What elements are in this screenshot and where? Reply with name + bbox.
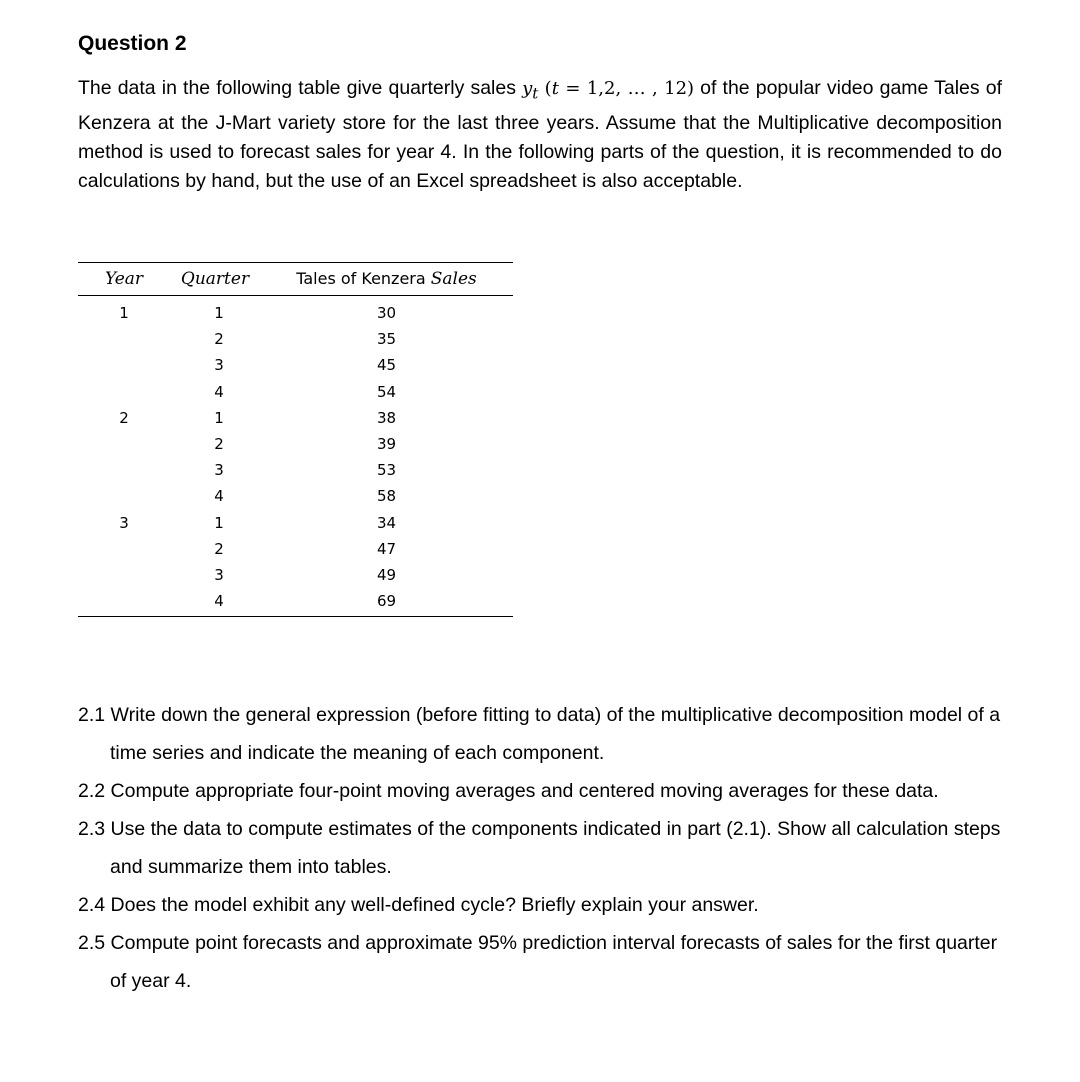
cell-year: 2	[119, 408, 129, 427]
cell-sales: 45	[376, 356, 397, 375]
cell-sales: 69	[376, 592, 397, 611]
cell-quarter: 1	[214, 513, 224, 532]
cell-quarter: 3	[214, 565, 224, 584]
header-sales: Tales of Kenzera Sales	[296, 269, 477, 289]
part-2-2: 2.2 Compute appropriate four-point moving averages and centered moving averages for these data.	[78, 780, 939, 802]
part-2-3: 2.3 Use the data to compute estimates of the components indicated in part (2.1). Show all calculation steps and summarize them into tables.	[78, 818, 1001, 878]
cell-sales: 54	[376, 382, 397, 401]
question-parts	[78, 696, 1018, 1000]
table-row	[78, 588, 513, 614]
cell-year: 1	[119, 304, 129, 323]
table-row	[78, 483, 513, 509]
cell-quarter: 4	[214, 592, 224, 611]
table-row	[78, 352, 513, 378]
table-row	[78, 457, 513, 483]
sales-table	[78, 262, 513, 617]
cell-quarter: 3	[214, 356, 224, 375]
table-row	[78, 431, 513, 457]
part-2-5: 2.5 Compute point forecasts and approximate 95% prediction interval forecasts of sales for the first quarter of year 4.	[78, 932, 998, 992]
part-2-4: 2.4 Does the model exhibit any well-defined cycle? Briefly explain your answer.	[78, 894, 759, 916]
table-header-row	[78, 263, 513, 295]
header-quarter: Quarter	[180, 269, 250, 289]
table-row	[78, 405, 513, 431]
table-row	[78, 510, 513, 536]
cell-quarter: 3	[214, 461, 224, 480]
part-2-1: 2.1 Write down the general expression (before fitting to data) of the multiplicative decomposition model of a time series and indicate the meaning of each component.	[78, 704, 1001, 764]
header-year: Year	[104, 269, 144, 289]
cell-year: 3	[119, 513, 129, 532]
cell-sales: 47	[376, 539, 397, 558]
cell-quarter: 2	[214, 539, 224, 558]
table-row	[78, 326, 513, 352]
cell-sales: 58	[376, 487, 397, 506]
sales-variable-math: $y_t$ (t = 1,2, … , 12)	[522, 78, 695, 103]
table-bottom-rule	[78, 616, 513, 617]
cell-sales: 49	[376, 565, 397, 584]
table-row	[78, 536, 513, 562]
question-title: Question 2	[78, 32, 187, 55]
cell-sales: 35	[376, 330, 397, 349]
cell-quarter: 4	[214, 382, 224, 401]
cell-sales: 39	[376, 435, 397, 454]
cell-quarter: 1	[214, 304, 224, 323]
cell-quarter: 2	[214, 435, 224, 454]
cell-sales: 30	[376, 304, 397, 323]
table-row	[78, 562, 513, 588]
intro-text-end: of the popular video game Tales of Kenzera at the J-Mart variety store for the last three years. Assume that the Multiplicative decomposition method is used to forecast sales for year 4. In the following parts of the question, it is recommended to do calculations by hand, but the use of an Excel spreadsheet is also acceptable.	[78, 77, 1003, 192]
cell-quarter: 1	[214, 408, 224, 427]
cell-sales: 38	[376, 408, 397, 427]
cell-quarter: 4	[214, 487, 224, 506]
question-intro	[78, 74, 1002, 196]
cell-sales: 53	[376, 461, 397, 480]
cell-sales: 34	[376, 513, 397, 532]
cell-quarter: 2	[214, 330, 224, 349]
intro-text-start: The data in the following table give quarterly sales	[78, 77, 523, 99]
table-body	[78, 296, 513, 616]
table-row	[78, 300, 513, 326]
table-row	[78, 379, 513, 405]
